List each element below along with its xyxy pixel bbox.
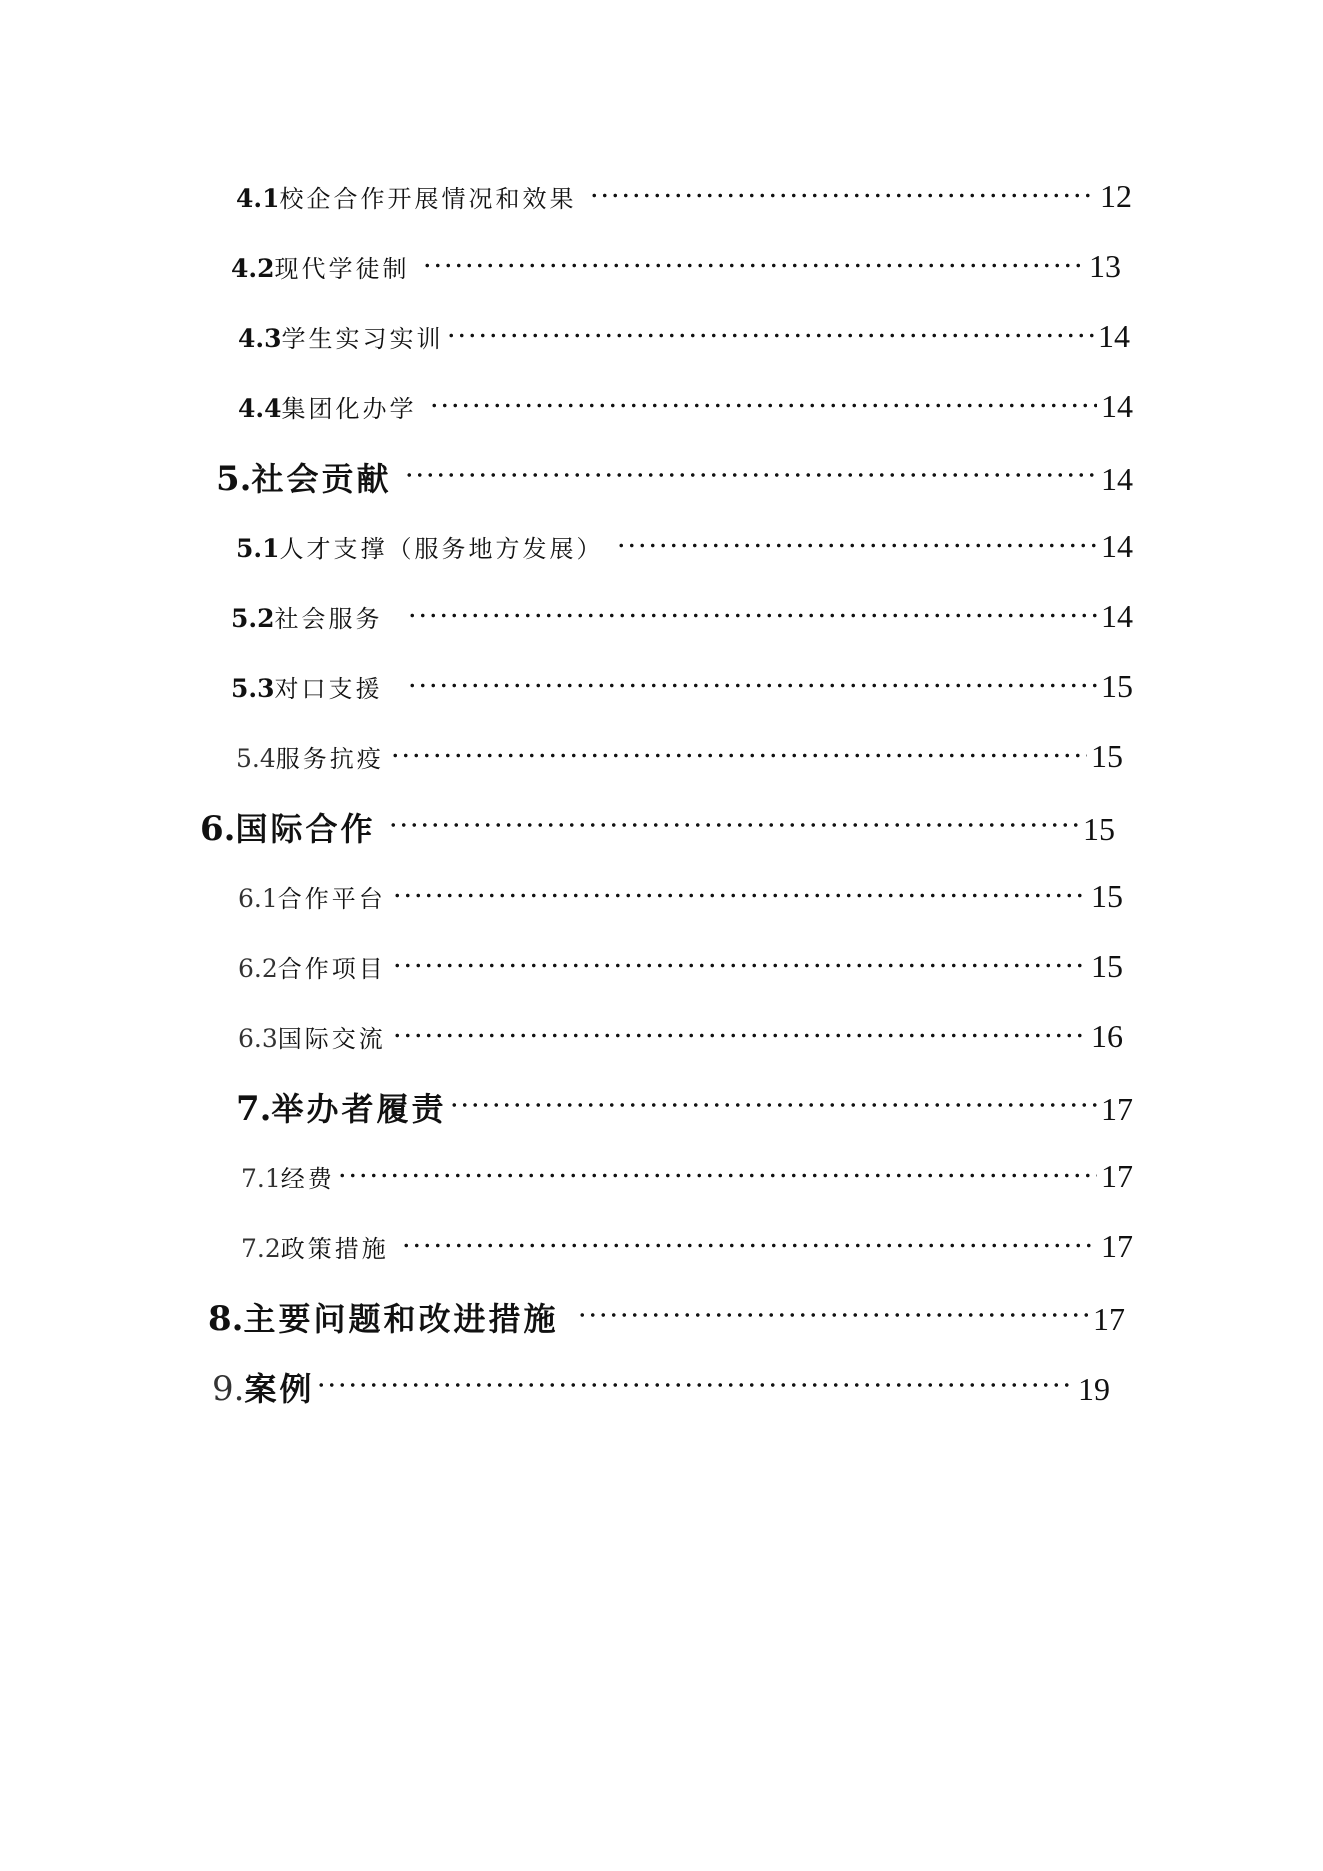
toc-entry-number: 6.3 [238, 1024, 278, 1053]
toc-entry-7-2[interactable] [241, 1228, 1133, 1265]
toc-entry-page: 15 [1083, 811, 1115, 847]
toc-entry-title: 案例 [244, 1370, 315, 1408]
toc-entry-number: 6.2 [238, 954, 278, 983]
toc-entry-6-1[interactable] [238, 878, 1123, 915]
toc-entry-title: 社会贡献 [251, 460, 392, 498]
toc-entry-number: 4.3 [238, 324, 282, 353]
dot-leader [390, 743, 1087, 768]
toc-entry-7[interactable] [236, 1084, 1133, 1130]
toc-entry-number: 5. [216, 459, 252, 499]
toc-entry-title: 国际合作 [235, 810, 376, 848]
toc-entry-title: 合作项目 [277, 955, 386, 983]
toc-entry-number: 8. [208, 1299, 244, 1339]
toc-entry-page: 14 [1098, 318, 1130, 354]
toc-entry-6-3[interactable] [238, 1018, 1123, 1055]
toc-entry-title: 集团化办学 [281, 395, 417, 423]
toc-entry-title: 合作平台 [277, 885, 386, 913]
toc-entry-page: 14 [1101, 461, 1133, 497]
toc-entry-number: 5.4 [236, 744, 276, 773]
toc-entry-title: 政策措施 [280, 1235, 389, 1263]
toc-entry-page: 14 [1101, 388, 1133, 424]
toc-entry-5-3[interactable] [231, 668, 1133, 705]
toc-entry-6-2[interactable] [238, 948, 1123, 985]
toc-entry-page: 13 [1089, 248, 1121, 284]
dot-leader [429, 393, 1098, 418]
dot-leader [392, 1023, 1087, 1048]
dot-leader [449, 1088, 1097, 1122]
dot-leader [616, 533, 1098, 558]
dot-leader [589, 183, 1097, 208]
toc-entry-number: 5.2 [231, 604, 275, 633]
dot-leader [392, 883, 1087, 908]
toc-entry-page: 17 [1101, 1091, 1133, 1127]
toc-entry-page: 19 [1078, 1371, 1110, 1407]
toc-entry-title: 经费 [280, 1165, 335, 1193]
toc-entry-number: 6. [200, 809, 236, 849]
toc-entry-number: 7.1 [241, 1164, 281, 1193]
toc-entry-5-1[interactable] [236, 528, 1133, 565]
toc-entry-page: 15 [1091, 878, 1123, 914]
toc-entry-title: 校企合作开展情况和效果 [279, 185, 577, 213]
toc-entry-page: 15 [1091, 948, 1123, 984]
dot-leader [316, 1368, 1074, 1402]
toc-entry-page: 16 [1091, 1018, 1123, 1054]
toc-entry-page: 15 [1101, 668, 1133, 704]
dot-leader [407, 603, 1098, 628]
toc-entry-4-4[interactable] [238, 388, 1133, 425]
toc-entry-page: 15 [1091, 738, 1123, 774]
dot-leader [422, 253, 1086, 278]
toc-entry-page: 14 [1101, 528, 1133, 564]
toc-entry-5-4[interactable] [236, 738, 1123, 775]
toc-entry-6[interactable] [200, 804, 1115, 850]
toc-entry-5[interactable] [216, 454, 1133, 500]
toc-entry-number: 7. [236, 1089, 272, 1129]
dot-leader [404, 458, 1097, 492]
dot-leader [337, 1163, 1097, 1188]
toc-entry-title: 对口支援 [274, 675, 383, 703]
toc-entry-title: 学生实习实训 [281, 325, 444, 353]
dot-leader [401, 1233, 1097, 1258]
dot-leader [407, 673, 1098, 698]
toc-entry-9[interactable] [212, 1364, 1110, 1410]
dot-leader [446, 323, 1095, 348]
toc-entry-number: 6.1 [238, 884, 278, 913]
toc-entry-page: 12 [1100, 178, 1132, 214]
toc-entry-number: 9. [212, 1369, 245, 1409]
toc-entry-5-2[interactable] [231, 598, 1133, 635]
toc-entry-title: 社会服务 [274, 605, 383, 633]
toc-entry-number: 4.2 [231, 254, 275, 283]
dot-leader [388, 808, 1079, 842]
toc-entry-title: 国际交流 [277, 1025, 386, 1053]
toc-entry-title: 现代学徒制 [274, 255, 410, 283]
toc-entry-number: 4.1 [236, 184, 280, 213]
toc-entry-page: 14 [1101, 598, 1133, 634]
toc-entry-page: 17 [1101, 1228, 1133, 1264]
toc-entry-4-3[interactable] [238, 318, 1130, 355]
toc-entry-number: 4.4 [238, 394, 282, 423]
toc-entry-page: 17 [1101, 1158, 1133, 1194]
toc-entry-number: 5.1 [236, 534, 280, 563]
toc-entry-title: 人才支撑（服务地方发展） [279, 535, 604, 563]
dot-leader [577, 1298, 1089, 1332]
dot-leader [392, 953, 1087, 978]
toc-entry-number: 5.3 [231, 674, 275, 703]
toc-entry-number: 7.2 [241, 1234, 281, 1263]
toc-entry-4-2[interactable] [231, 248, 1121, 285]
toc-entry-8[interactable] [208, 1294, 1125, 1340]
toc-entry-7-1[interactable] [241, 1158, 1133, 1195]
toc-entry-title: 服务抗疫 [275, 745, 384, 773]
toc-entry-title: 主要问题和改进措施 [243, 1300, 559, 1338]
toc-entry-page: 17 [1093, 1301, 1125, 1337]
toc-entry-4-1[interactable] [236, 178, 1132, 215]
toc-entry-title: 举办者履责 [271, 1090, 447, 1128]
